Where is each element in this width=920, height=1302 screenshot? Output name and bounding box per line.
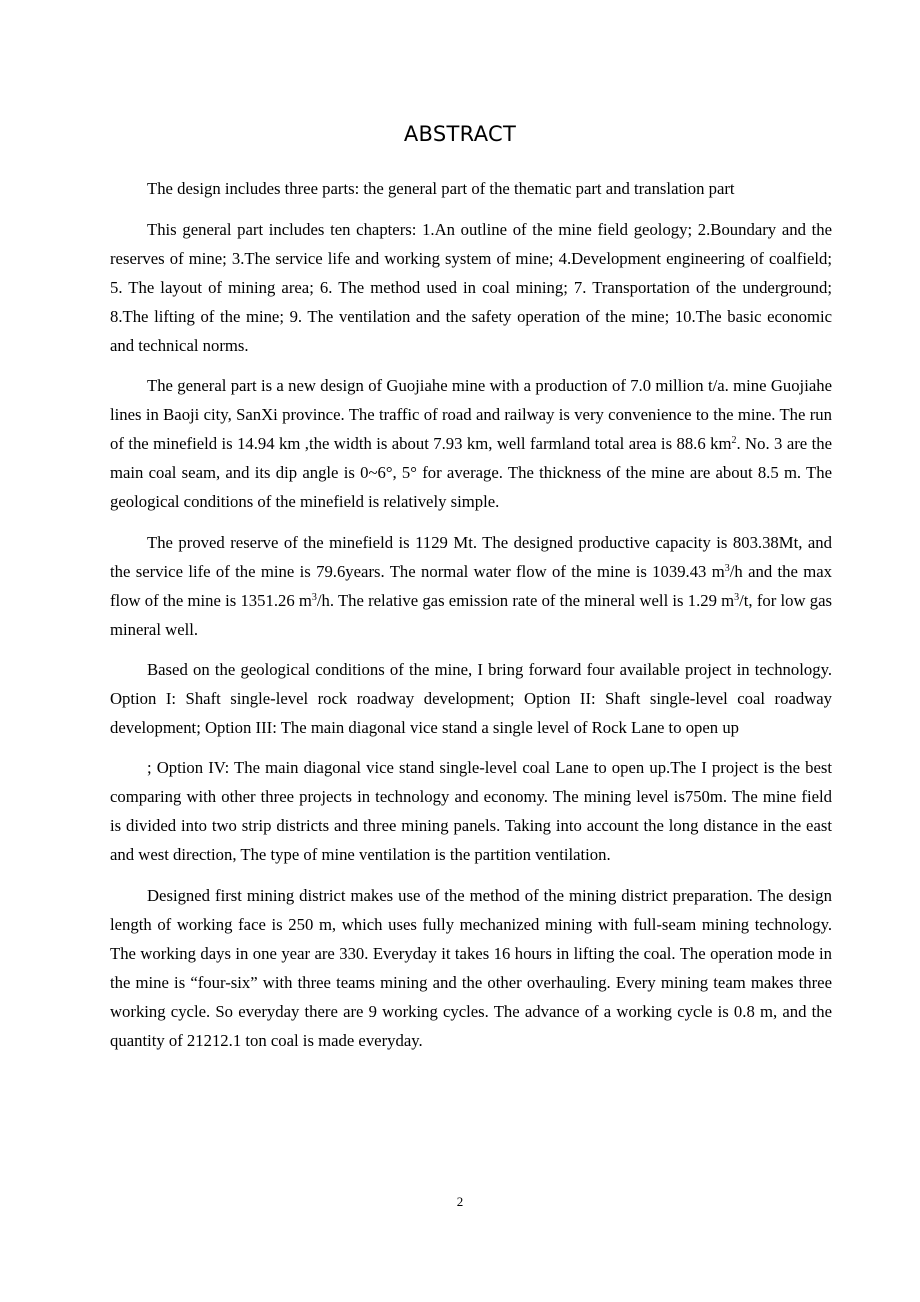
page-number: 2 — [456, 1194, 464, 1209]
paragraph-option-iv: ; Option IV: The main diagonal vice stand single-level coal Lane to open up.The I project is the best comparing with other three projects in technology and economy. The mining level is750m. The mine field is divided into two strip districts and three mining panels. Taking into account the long distance in the east and west direction, The type of mine ventilation is the partition ventilation. — [110, 758, 832, 864]
abstract-title: ABSTRACT — [403, 122, 517, 146]
paragraph-mining-district: Designed first mining district makes use of the method of the mining district preparation. The design length of working face is 250 m, which uses fully mechanized mining with full-seam mining technology. The working days in one year are 330. Everyday it takes 16 hours in lifting the coal. The operation mode in the mine is “four-six” with three teams mining and the other overhauling. Every mining team makes three working cycle. So everyday there are 9 working cycles. The advance of a working cycle is 0.8 m, and the quantity of 21212.1 ton coal is made everyday. — [110, 885, 832, 1050]
paragraph-general-part — [110, 371, 832, 516]
paragraph-reserves — [110, 528, 832, 644]
paragraph-chapters: This general part includes ten chapters: 1.An outline of the mine field geology; 2.Boundary and the reserves of mine; 3.The service life and working system of mine; 4.Development engineering of coalfield; 5. The layout of mining area; 6. The method used in coal mining; 7. Transportation of the underground; 8.The lifting of the mine; 9. The ventilation and the safety operation of the mine; 10.The basic economic and technical norms. — [110, 219, 832, 355]
superscript: 3 — [311, 591, 317, 603]
paragraph-overview: The design includes three parts: the general part of the thematic part and translation part — [147, 179, 735, 198]
paragraph-text: . No. 3 are the main coal seam, and its dip angle is 0~6°, 5° for average. The thickness of the mine are about 8.5 m. The geological conditions of the minefield is relatively simple. — [110, 434, 833, 511]
paragraph-text: The proved reserve of the minefield is 1129 Mt. The designed productive capacity is 803.38Mt, and the service life of the mine is 79.6years. The normal water flow of the mine is 1039.43 m — [110, 532, 832, 581]
paragraph-text: /h. The relative gas emission rate of the mineral well is 1.29 m — [316, 590, 735, 610]
paragraph-text: /t, for low gas mineral well. — [110, 590, 832, 639]
paragraph-text: The general part is a new design of Guojiahe mine with a production of 7.0 million t/a. mine Guojiahe lines in Baoji city, SanXi province. The traffic of road and railway is very convenience to the mine. The run of the minefield is 14.94 km ,the width is about 7.93 km, well farmland total area is 88.6 km — [110, 376, 832, 453]
superscript: 2 — [731, 435, 737, 446]
paragraph-options: Based on the geological conditions of the mine, I bring forward four available project in technology. Option I: Shaft single-level rock roadway development; Option II: Shaft single-level coal roadway development; Option III: The main diagonal vice stand a single level of Rock Lane to open up — [110, 660, 832, 737]
paragraph-text: /h and the max flow of the mine is 1351.26 m — [110, 561, 832, 610]
superscript: 3 — [724, 562, 730, 574]
superscript: 3 — [734, 591, 740, 603]
abstract-body — [110, 174, 832, 1066]
